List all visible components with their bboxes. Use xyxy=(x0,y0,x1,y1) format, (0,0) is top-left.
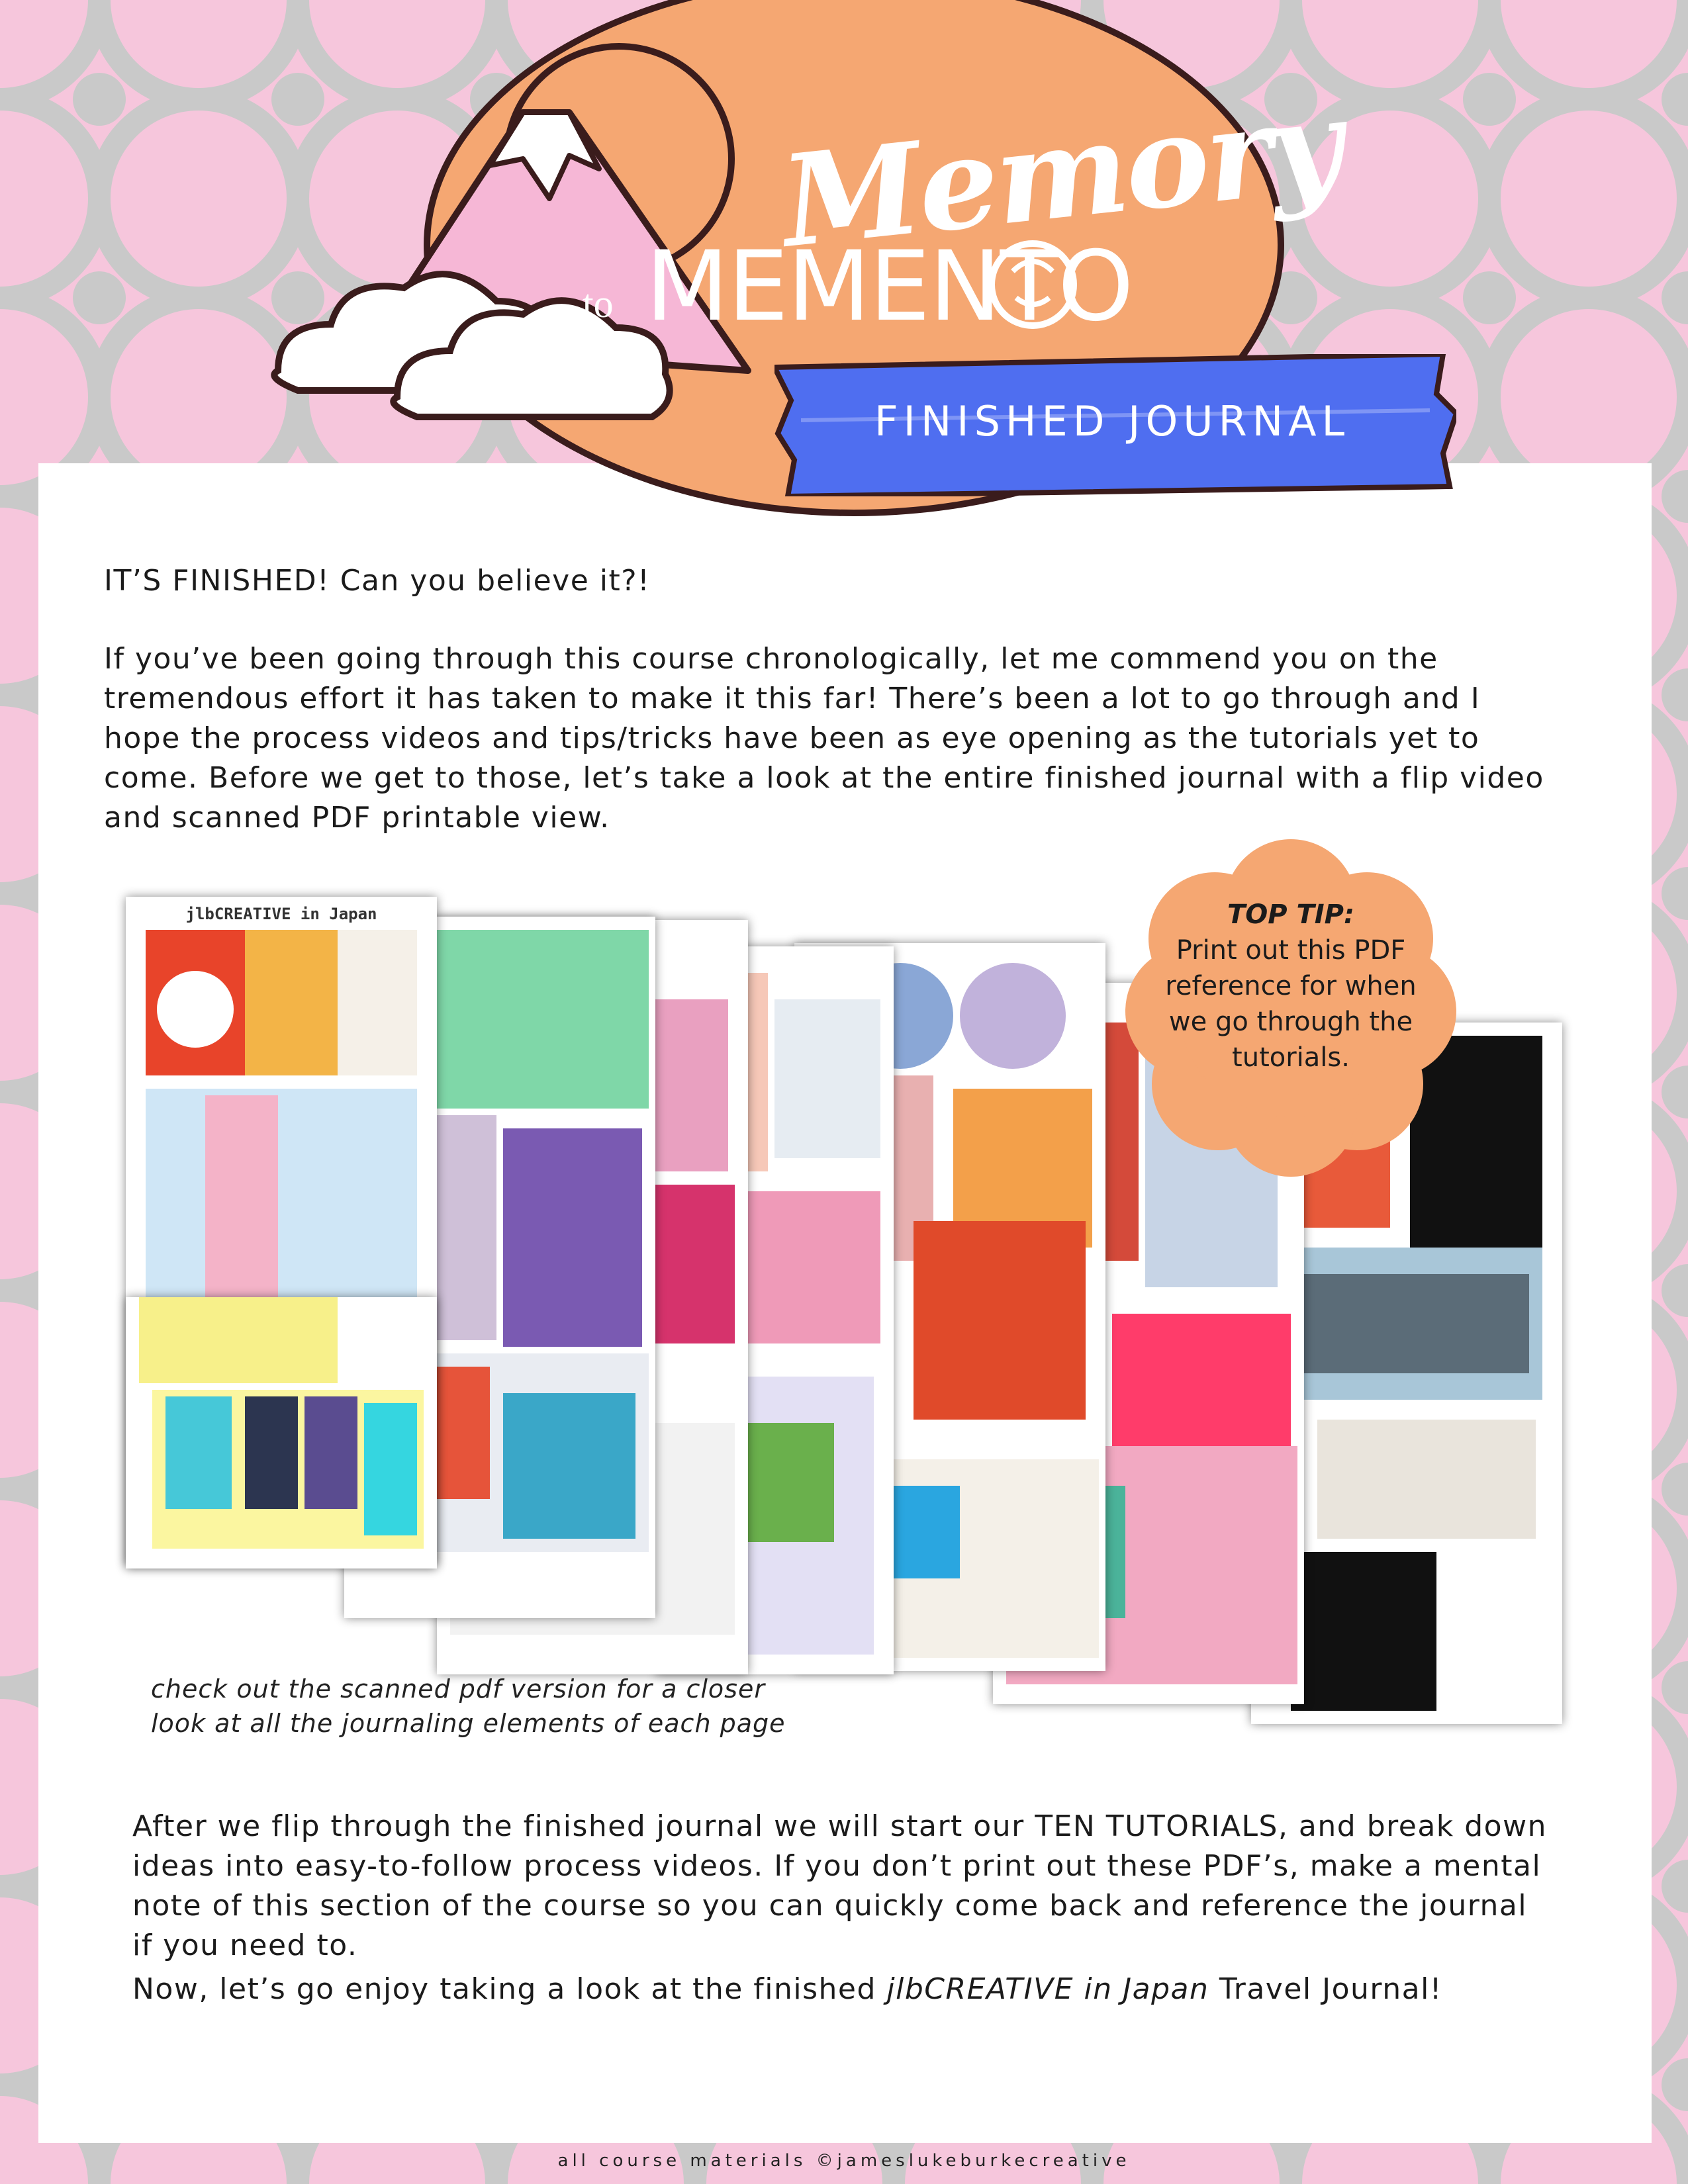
figure-caption xyxy=(151,1672,813,1741)
closing-text xyxy=(132,1970,1556,2009)
logo-to: to xyxy=(583,282,614,326)
top-tip-text xyxy=(1145,897,1436,1075)
journal-name: jlbCREATIVE in Japan xyxy=(886,1972,1209,2006)
top-tip-heading: TOP TIP: xyxy=(1227,899,1354,930)
section-title: FINISHED JOURNAL xyxy=(874,397,1350,445)
tutorials-emphasis: TEN TUTORIALS xyxy=(1035,1809,1278,1843)
tutorials-text-pre: After we flip through the finished journal we will start our xyxy=(132,1809,1035,1843)
caption-line-1: check out the scanned pdf version for a closer xyxy=(151,1674,765,1704)
closing-pre: Now, let’s go enjoy taking a look at the finished xyxy=(132,1972,887,2006)
paragraph-intro: If you’ve been going through this course chronologically, let me commend you on the tremendous effort it has taken to make it this far! There’s been a lot to go through and I hope the process videos and tips/tricks have been as eye opening as the tutorials yet to come. Before we get to those, let’s take a look at the entire finished journal with a flip video and scanned PDF printable view. xyxy=(104,642,1544,835)
paragraph-tutorials xyxy=(132,1807,1556,1966)
logo-memory: Memory xyxy=(774,70,1347,276)
journal-spread-2 xyxy=(126,1297,437,1569)
logo-memento: MEMENTO xyxy=(645,230,1133,343)
pdf-title: jlbCREATIVE in Japan xyxy=(185,905,377,923)
intro-text: IT’S FINISHED! Can you believe it?! xyxy=(104,564,651,598)
closing-post: Travel Journal! xyxy=(1209,1972,1442,2006)
footer-copyright: all course materials ©jameslukeburkecreative xyxy=(557,2151,1131,2171)
tutorials-text-post: , and break down ideas into easy-to-follow process videos. If you don’t print out these PDF’s, make a mental note of this section of the course so you can quickly come back and reference the journal if you need to. xyxy=(132,1809,1547,1962)
top-tip-body: Print out this PDF reference for when we go through the tutorials. xyxy=(1165,935,1417,1073)
caption-line-2: look at all the journaling elements of each page xyxy=(151,1709,786,1738)
